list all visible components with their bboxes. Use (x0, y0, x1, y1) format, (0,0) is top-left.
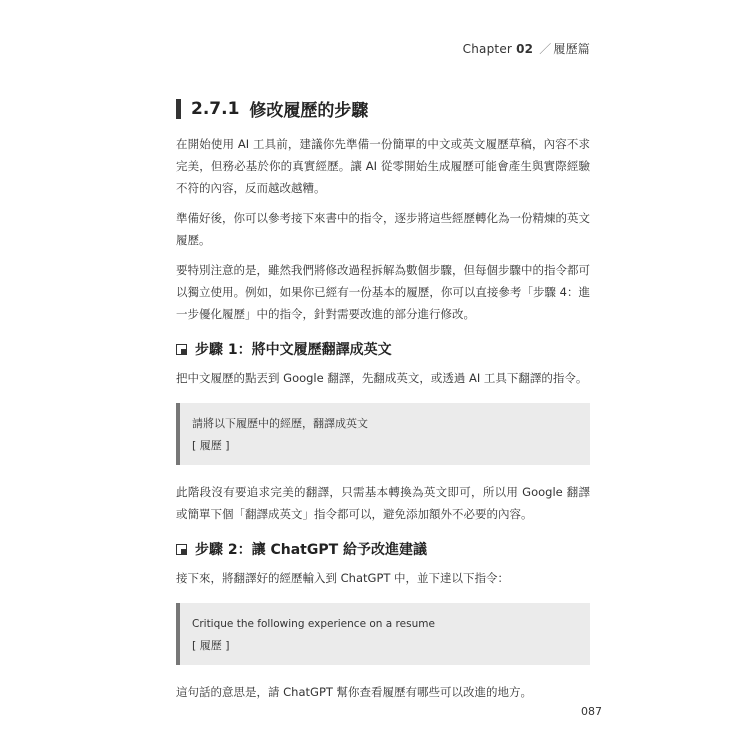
chapter-label: Chapter (462, 42, 513, 56)
header-separator: ／ (539, 42, 552, 56)
step2-prompt-line1: Critique the following experience on a resume (192, 618, 435, 630)
step-box-icon (176, 544, 187, 555)
chapter-title: 履歷篇 (553, 42, 590, 56)
step2-title: 步驟 2：讓 ChatGPT 給予改進建議 (195, 542, 428, 558)
section-number: 2.7.1 (191, 98, 240, 119)
page-content (176, 96, 590, 711)
step2-heading (176, 539, 590, 559)
step1-heading (176, 339, 590, 359)
section-heading (176, 96, 590, 121)
step1-prompt-line1: 請將以下履歷中的經歷，翻譯成英文 (192, 417, 368, 430)
step2-note: 這句話的意思是，請 ChatGPT 幫你查看履歷有哪些可以改進的地方。 (176, 685, 533, 699)
paragraph-intro: 在開始使用 AI 工具前，建議你先準備一份簡單的中文或英文履歷草稿，內容不求完美，但務必基於你的真實經歷。讓 AI 從零開始生成履歷可能會產生與實際經驗不符的內容，反而越改越糟。 (176, 137, 590, 195)
paragraph-note: 要特別注意的是，雖然我們將修改過程拆解為數個步驟，但每個步驟中的指令都可以獨立使用。例如，如果你已經有一份基本的履歷，你可以直接參考「步驟 4：進一步優化履歷」中的指令，針對需要改進的部分進行修改。 (176, 263, 590, 321)
section-title: 修改履歷的步驟 (249, 101, 369, 121)
running-header (463, 40, 590, 57)
step1-intro: 把中文履歷的點丟到 Google 翻譯，先翻成英文，或透過 AI 工具下翻譯的指令。 (176, 371, 588, 385)
step2-intro: 接下來，將翻譯好的經歷輸入到 ChatGPT 中，並下達以下指令： (176, 571, 510, 585)
page-number: 087 (581, 705, 602, 718)
chapter-number: 02 (516, 42, 534, 56)
step-box-icon (176, 344, 187, 355)
step1-prompt-line2: [ 履歷 ] (192, 439, 230, 452)
step2-prompt-box (176, 603, 590, 665)
step1-prompt-box (176, 403, 590, 465)
step1-title: 步驟 1：將中文履歷翻譯成英文 (195, 342, 392, 358)
heading-bar-icon (176, 99, 181, 119)
step1-note: 此階段沒有要追求完美的翻譯，只需基本轉換為英文即可，所以用 Google 翻譯或簡單下個「翻譯成英文」指令都可以，避免添加額外不必要的內容。 (176, 485, 590, 521)
paragraph-prepare: 準備好後，你可以參考接下來書中的指令，逐步將這些經歷轉化為一份精煉的英文履歷。 (176, 211, 590, 247)
step2-prompt-line2: [ 履歷 ] (192, 639, 230, 652)
